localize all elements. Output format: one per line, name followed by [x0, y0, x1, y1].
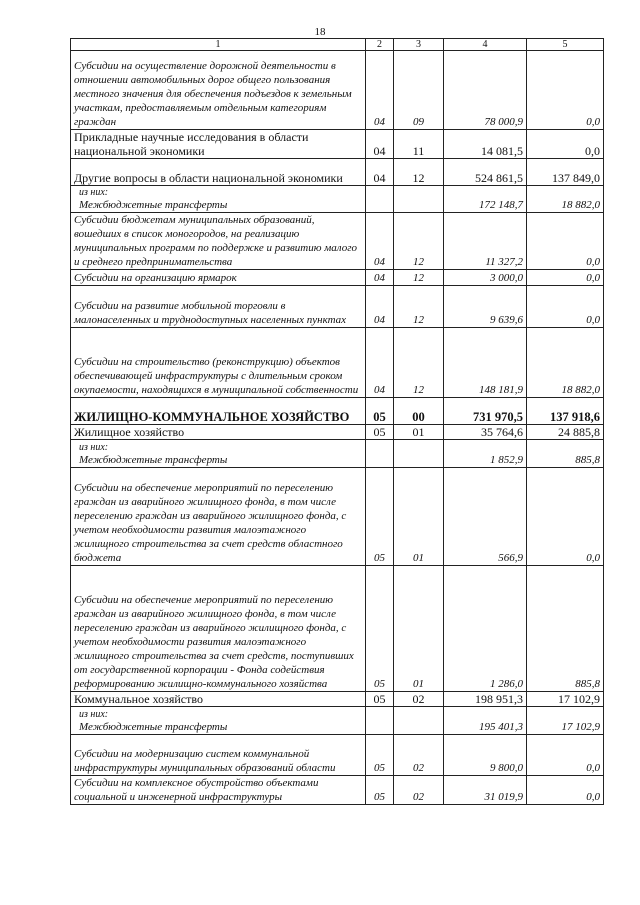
row-name: Межбюджетные трансферты [79, 454, 228, 466]
row-name-cell [71, 735, 366, 776]
row-total-value: 35 764,6 [444, 425, 527, 440]
row-name-cell [71, 566, 366, 692]
row-name: Субсидии на строительство (реконструкцию) объектов обеспечивающей инфраструктуры с длительным сроком окупаемости, находящихся в муниципальной собственности [74, 356, 359, 396]
table-row [71, 398, 604, 425]
row-total-value: 195 401,3 [444, 707, 527, 735]
row-name-cell [71, 130, 366, 159]
row-name: Субсидии на организацию ярмарок [74, 272, 237, 284]
row-section-code [366, 707, 394, 735]
row-subsection-code: 12 [394, 328, 444, 398]
row-total-value: 11 327,2 [444, 213, 527, 270]
row-name-cell [71, 51, 366, 130]
table-row [71, 776, 604, 805]
row-total-value: 566,9 [444, 468, 527, 566]
row-section-code: 04 [366, 270, 394, 286]
row-federal-value: 17 102,9 [527, 707, 604, 735]
row-federal-value: 0,0 [527, 51, 604, 130]
row-subsection-code: 11 [394, 130, 444, 159]
row-name-cell [71, 159, 366, 186]
table-row [71, 440, 604, 468]
row-federal-value: 137 918,6 [527, 398, 604, 425]
table-row [71, 468, 604, 566]
row-federal-value: 18 882,0 [527, 186, 604, 213]
row-section-code: 05 [366, 425, 394, 440]
row-section-code: 04 [366, 159, 394, 186]
row-total-value: 198 951,3 [444, 692, 527, 707]
row-name-cell [71, 425, 366, 440]
row-subsection-code: 01 [394, 566, 444, 692]
table-row [71, 735, 604, 776]
row-total-value: 14 081,5 [444, 130, 527, 159]
table-row [71, 213, 604, 270]
row-total-value: 148 181,9 [444, 328, 527, 398]
row-name: Субсидии на осуществление дорожной деятельности в отношении автомобильных дорог общего пользования местного значения для обеспечения подъездов к земельным участкам, предоставляемым отдельным категориям граждан [74, 60, 352, 128]
row-subsection-code: 12 [394, 159, 444, 186]
table-row [71, 286, 604, 328]
row-subsection-code [394, 707, 444, 735]
row-federal-value: 0,0 [527, 130, 604, 159]
row-name: Межбюджетные трансферты [79, 199, 228, 211]
table-row [71, 692, 604, 707]
table-row [71, 425, 604, 440]
row-note-label: из них: [79, 709, 109, 720]
column-number-subsection: 3 [394, 39, 444, 51]
table-row [71, 130, 604, 159]
row-section-code [366, 186, 394, 213]
table-row [71, 186, 604, 213]
row-name-cell [71, 776, 366, 805]
row-section-code: 05 [366, 468, 394, 566]
row-total-value: 1 852,9 [444, 440, 527, 468]
row-federal-value: 885,8 [527, 566, 604, 692]
row-federal-value: 18 882,0 [527, 328, 604, 398]
row-subsection-code: 01 [394, 468, 444, 566]
row-name-cell [71, 328, 366, 398]
row-name-cell [71, 707, 366, 735]
row-section-code: 05 [366, 566, 394, 692]
row-subsection-code: 12 [394, 286, 444, 328]
column-number-section: 2 [366, 39, 394, 51]
table-row [71, 51, 604, 130]
row-name-cell [71, 440, 366, 468]
column-number-name: 1 [71, 39, 366, 51]
row-section-code: 04 [366, 51, 394, 130]
row-federal-value: 17 102,9 [527, 692, 604, 707]
row-total-value: 524 861,5 [444, 159, 527, 186]
row-subsection-code: 02 [394, 735, 444, 776]
row-total-value: 78 000,9 [444, 51, 527, 130]
column-number-row [71, 39, 604, 51]
row-section-code: 05 [366, 735, 394, 776]
row-section-code: 04 [366, 286, 394, 328]
column-number-federal: 5 [527, 39, 604, 51]
row-name: Коммунальное хозяйство [74, 692, 203, 706]
row-federal-value: 0,0 [527, 735, 604, 776]
row-name: Субсидии на комплексное обустройство объектами социальной и инженерной инфраструктуры [74, 777, 319, 803]
row-total-value: 9 800,0 [444, 735, 527, 776]
row-federal-value: 0,0 [527, 270, 604, 286]
row-name-cell [71, 398, 366, 425]
row-federal-value: 885,8 [527, 440, 604, 468]
row-section-code: 05 [366, 692, 394, 707]
row-name: Межбюджетные трансферты [79, 721, 228, 733]
row-federal-value: 0,0 [527, 286, 604, 328]
row-name: Субсидии на модернизацию систем коммунальной инфраструктуры муниципальных образований области [74, 748, 336, 774]
row-federal-value: 0,0 [527, 213, 604, 270]
row-name-cell [71, 270, 366, 286]
row-total-value: 1 286,0 [444, 566, 527, 692]
row-name-cell [71, 186, 366, 213]
column-number-total: 4 [444, 39, 527, 51]
row-note-label: из них: [79, 187, 109, 198]
row-name: Субсидии на обеспечение мероприятий по переселению граждан из аварийного жилищного фонда, в том числе переселению граждан из аварийного жилищного фонда, с учетом необходимости развития малоэтажного жилищного строительства за счет средств областного бюджета [74, 482, 347, 564]
row-section-code: 05 [366, 398, 394, 425]
row-federal-value: 0,0 [527, 468, 604, 566]
table-row [71, 707, 604, 735]
row-subsection-code: 12 [394, 270, 444, 286]
row-subsection-code: 12 [394, 213, 444, 270]
row-federal-value: 24 885,8 [527, 425, 604, 440]
table-body [71, 51, 604, 805]
row-subsection-code: 01 [394, 425, 444, 440]
row-federal-value: 0,0 [527, 776, 604, 805]
row-name: ЖИЛИЩНО-КОММУНАЛЬНОЕ ХОЗЯЙСТВО [74, 410, 350, 424]
row-total-value: 172 148,7 [444, 186, 527, 213]
row-name-cell [71, 213, 366, 270]
table-row [71, 566, 604, 692]
row-name-cell [71, 286, 366, 328]
table-row [71, 328, 604, 398]
row-section-code: 04 [366, 130, 394, 159]
row-subsection-code [394, 440, 444, 468]
row-name: Субсидии на развитие мобильной торговли в малонаселенных и труднодоступных населенных пунктах [74, 300, 347, 326]
row-name: Жилищное хозяйство [74, 425, 185, 439]
page-number: 18 [314, 26, 326, 38]
row-name: Субсидии на обеспечение мероприятий по переселению граждан из аварийного жилищного фонда, в том числе переселению граждан из аварийного жилищного фонда, с учетом необходимости развития малоэтажного жилищного строительства за счет средств, поступивших от государственной корпорации - Фонда содействия реформированию жилищно-коммунального хозяйства [74, 594, 354, 690]
row-total-value: 3 000,0 [444, 270, 527, 286]
row-section-code: 04 [366, 328, 394, 398]
table-row [71, 159, 604, 186]
row-subsection-code [394, 186, 444, 213]
row-federal-value: 137 849,0 [527, 159, 604, 186]
budget-table [70, 38, 604, 805]
row-total-value: 731 970,5 [444, 398, 527, 425]
row-subsection-code: 00 [394, 398, 444, 425]
row-note-label: из них: [79, 442, 109, 453]
row-subsection-code: 02 [394, 692, 444, 707]
row-total-value: 9 639,6 [444, 286, 527, 328]
row-subsection-code: 09 [394, 51, 444, 130]
row-section-code: 04 [366, 213, 394, 270]
row-name: Прикладные научные исследования в области национальной экономики [74, 130, 309, 158]
row-name-cell [71, 468, 366, 566]
row-section-code: 05 [366, 776, 394, 805]
row-section-code [366, 440, 394, 468]
row-name: Субсидии бюджетам муниципальных образований, вошедших в список моногородов, на реализацию муниципальных программ по поддержке и развитию малого и среднего предпринимательства [74, 214, 358, 268]
row-total-value: 31 019,9 [444, 776, 527, 805]
table-row [71, 270, 604, 286]
row-name-cell [71, 692, 366, 707]
row-subsection-code: 02 [394, 776, 444, 805]
row-name: Другие вопросы в области национальной экономики [74, 171, 343, 185]
